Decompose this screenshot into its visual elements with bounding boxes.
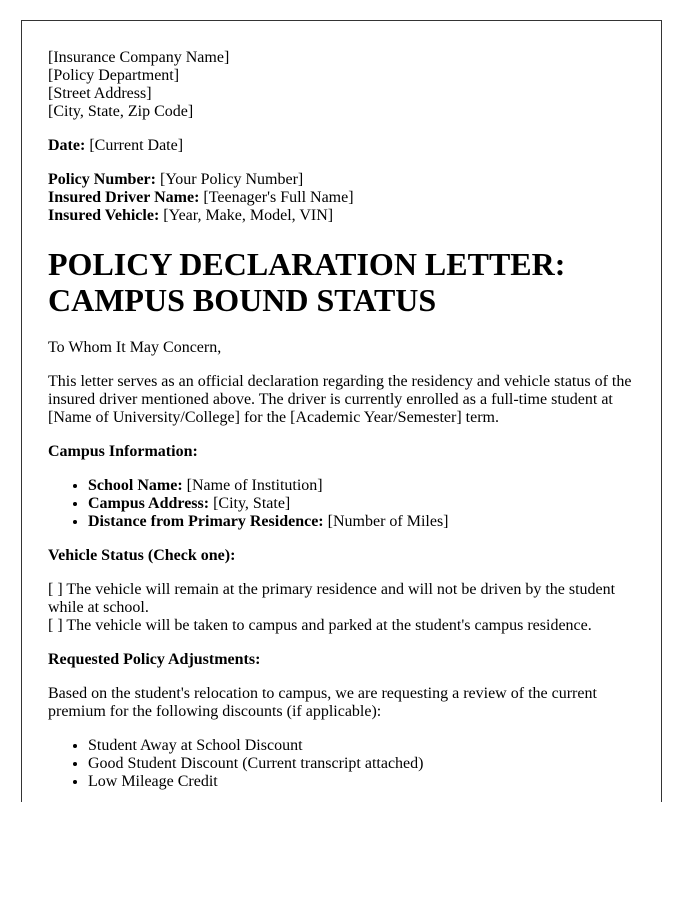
insured-driver-value: [Teenager's Full Name] xyxy=(203,189,354,206)
insured-driver-line xyxy=(48,189,635,207)
discounts-list xyxy=(48,737,635,791)
campus-school-value: [Name of Institution] xyxy=(186,477,323,494)
salutation: To Whom It May Concern, xyxy=(48,339,222,356)
discount-away-item: • Student Away at School Discount xyxy=(88,737,635,755)
policy-number-line xyxy=(48,171,635,189)
sender-city-line: [City, State, Zip Code] xyxy=(48,103,194,120)
letter-title: POLICY DECLARATION LETTER: CAMPUS BOUND STATUS xyxy=(48,246,566,318)
vehicle-option-taken-text: The vehicle will be taken to campus and parked at the student's campus residence. xyxy=(66,617,592,634)
insured-vehicle-label: Insured Vehicle: xyxy=(48,207,160,224)
adjustments-heading: Requested Policy Adjustments: xyxy=(48,651,261,668)
adjustments-intro: Based on the student's relocation to campus, we are requesting a review of the current premium for the following discounts (if applicable): xyxy=(48,685,597,720)
campus-school-label: School Name: xyxy=(88,477,183,494)
policy-number-value: [Your Policy Number] xyxy=(159,171,304,188)
vehicle-option-remain-text: The vehicle will remain at the primary residence and will not be driven by the student while at school. xyxy=(48,581,616,616)
campus-info-list xyxy=(48,477,635,531)
checkbox-remain-icon: [ ] xyxy=(48,581,63,598)
intro-paragraph: This letter serves as an official declaration regarding the residency and vehicle status of the insured driver mentioned above. The driver is currently enrolled as a full-time student at [Name of University/College] for the [Academic Year/Semester] term. xyxy=(48,373,632,426)
letter-border-box xyxy=(21,20,662,802)
date-line xyxy=(48,137,635,155)
insured-driver-label: Insured Driver Name: xyxy=(48,189,200,206)
discount-low-mileage-item: • Low Mileage Credit xyxy=(88,773,635,791)
sender-address-block xyxy=(48,49,635,121)
insured-vehicle-value: [Year, Make, Model, VIN] xyxy=(163,207,334,224)
checkbox-taken-icon: [ ] xyxy=(48,617,63,634)
vehicle-option-taken xyxy=(48,617,635,635)
campus-address-item xyxy=(88,495,635,513)
campus-address-value: [City, State] xyxy=(213,495,291,512)
campus-distance-value: [Number of Miles] xyxy=(327,513,449,530)
policy-meta-block xyxy=(48,171,635,225)
discount-good-student-item: • Good Student Discount (Current transcript attached) xyxy=(88,755,635,773)
date-value: [Current Date] xyxy=(89,137,184,154)
vehicle-status-heading: Vehicle Status (Check one): xyxy=(48,547,236,564)
sender-department-line: [Policy Department] xyxy=(48,67,180,84)
sender-street-line: [Street Address] xyxy=(48,85,152,102)
policy-number-label: Policy Number: xyxy=(48,171,156,188)
campus-address-label: Campus Address: xyxy=(88,495,210,512)
campus-info-heading: Campus Information: xyxy=(48,443,198,460)
campus-school-item xyxy=(88,477,635,495)
date-label: Date: xyxy=(48,137,86,154)
vehicle-options-block xyxy=(48,581,635,635)
vehicle-option-remain xyxy=(48,581,635,617)
campus-distance-label: Distance from Primary Residence: xyxy=(88,513,324,530)
sender-company-line: [Insurance Company Name] xyxy=(48,49,230,66)
insured-vehicle-line xyxy=(48,207,635,225)
campus-distance-item xyxy=(88,513,635,531)
